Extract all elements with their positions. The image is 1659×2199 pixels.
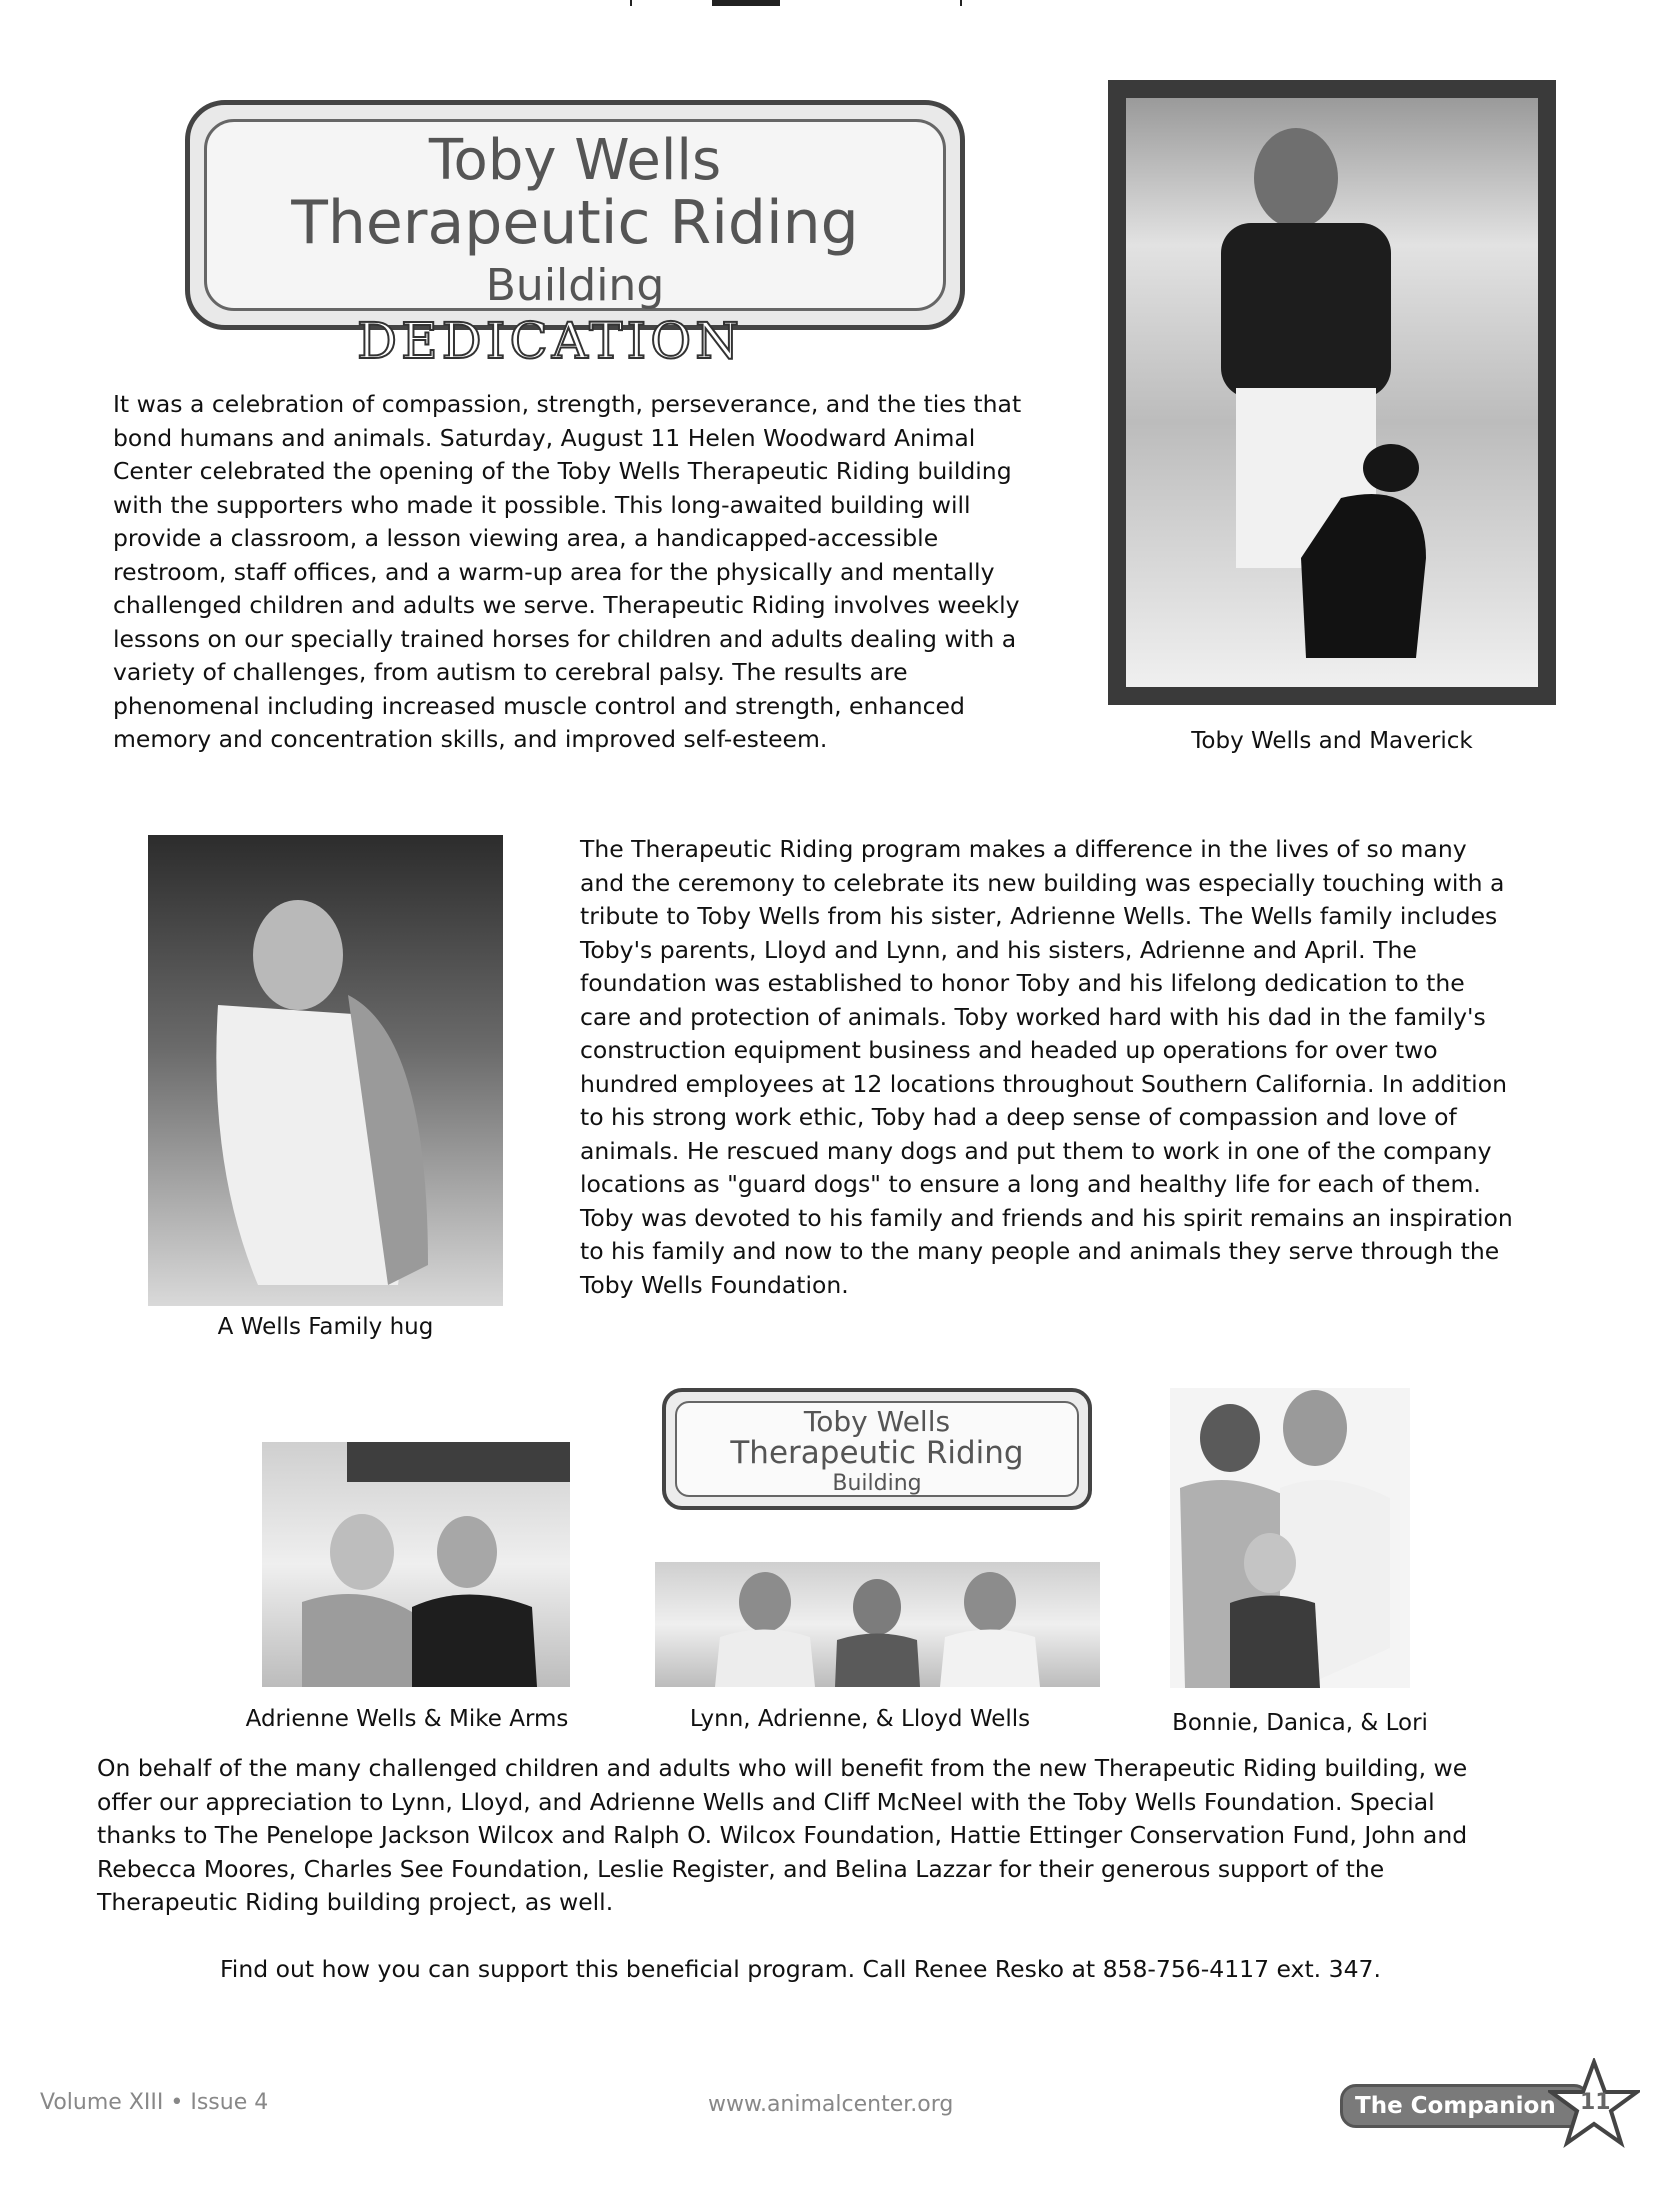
text-line: restroom, staff offices, and a warm-up area for the physically and mentally xyxy=(113,557,995,586)
small-sign-line-1: Toby Wells xyxy=(803,1405,951,1438)
text-line: The Therapeutic Riding program makes a difference in the lives of so many xyxy=(580,835,1467,863)
text-line: construction equipment business and headed up operations for over two xyxy=(580,1036,1438,1064)
intro-paragraph xyxy=(113,388,1073,757)
text-line: thanks to The Penelope Jackson Wilcox and Ralph O. Wilcox Foundation, Hattie Ettinger Conservation Fund, John and xyxy=(97,1821,1468,1849)
footer-website: www.animalcenter.org xyxy=(708,2092,954,2117)
text-line: Toby's parents, Lloyd and Lynn, and his sisters, Adrienne and April. The xyxy=(580,935,1417,964)
text-line: tribute to Toby Wells from his sister, Adrienne Wells. The Wells family includes xyxy=(580,902,1498,930)
text-line: locations as "guard dogs" to ensure a long and healthy life for each of them. xyxy=(580,1170,1481,1198)
text-line: Toby was devoted to his family and friends and his spirit remains an inspiration xyxy=(580,1203,1513,1232)
sign-line-3: Building xyxy=(485,260,665,311)
caption-adrienne-mike: Adrienne Wells & Mike Arms xyxy=(245,1706,569,1732)
page-title: DEDICATION xyxy=(357,312,743,370)
text-line: to his strong work ethic, Toby had a deep sense of compassion and love of xyxy=(580,1103,1457,1131)
text-line: Rebecca Moores, Charles See Foundation, Leslie Register, and Belina Lazzar for their generous support of the xyxy=(97,1854,1385,1883)
sign-line-1: Toby Wells xyxy=(428,128,722,193)
text-line: Therapeutic Riding building project, as well. xyxy=(97,1888,614,1916)
lynn-adrienne-lloyd-figure xyxy=(655,1562,1100,1687)
text-line: hundred employees at 12 locations throughout Southern California. In addition xyxy=(580,1069,1507,1098)
text-line: It was a celebration of compassion, strength, perseverance, and the ties that xyxy=(113,390,1022,418)
header-sign xyxy=(185,100,965,330)
text-line: offer our appreciation to Lynn, Lloyd, and Adrienne Wells and Cliff McNeel with the Toby Wells Foundation. Special xyxy=(97,1787,1435,1816)
bonnie-danica-lori-figure xyxy=(1170,1388,1410,1688)
scan-edge xyxy=(0,0,1659,6)
caption-lynn-adrienne-lloyd: Lynn, Adrienne, & Lloyd Wells xyxy=(689,1706,1031,1732)
text-line: memory and concentration skills, and improved self-esteem. xyxy=(113,725,828,753)
text-line: provide a classroom, a lesson viewing area, a handicapped-accessible xyxy=(113,524,939,552)
page-number: 11 xyxy=(1580,2090,1611,2115)
footer-separator: • xyxy=(170,2090,184,2115)
text-line: to his family and now to the many people and animals they serve through the xyxy=(580,1237,1500,1265)
footer-volume: Volume XIII xyxy=(40,2090,164,2115)
toby-maverick-figure xyxy=(1126,98,1538,687)
text-line: challenged children and adults we serve. Therapeutic Riding involves weekly xyxy=(113,591,1020,619)
text-line: with the supporters who made it possible. This long-awaited building will xyxy=(113,490,971,519)
small-sign xyxy=(662,1388,1092,1510)
caption-toby-maverick: Toby Wells and Maverick xyxy=(1191,728,1473,754)
text-line: animals. He rescued many dogs and put them to work in one of the company xyxy=(580,1136,1492,1165)
photo-toby-maverick xyxy=(1108,80,1556,705)
photo-lynn-adrienne-lloyd xyxy=(655,1562,1100,1687)
text-line: Center celebrated the opening of the Toby Wells Therapeutic Riding building xyxy=(113,457,1012,485)
text-line: lessons on our specially trained horses for children and adults dealing with a xyxy=(113,624,1017,653)
small-sign-line-3: Building xyxy=(832,1471,922,1496)
text-line: On behalf of the many challenged children and adults who will benefit from the new Therapeutic Riding building, we xyxy=(97,1754,1468,1782)
thanks-paragraph xyxy=(97,1752,1617,1920)
caption-bonnie-danica-lori: Bonnie, Danica, & Lori xyxy=(1172,1710,1428,1736)
family-hug-figure xyxy=(148,835,503,1306)
text-line: foundation was established to honor Toby and his lifelong dedication to the xyxy=(580,969,1465,997)
text-line: Toby Wells Foundation. xyxy=(580,1270,849,1299)
footer-volume-issue xyxy=(40,2090,268,2115)
call-to-action: Find out how you can support this beneficial program. Call Renee Resko at 858-756-4117 ext. 347. xyxy=(220,1955,1381,1983)
publication-name: The Companion xyxy=(1355,2093,1556,2119)
text-line: bond humans and animals. Saturday, August 11 Helen Woodward Animal xyxy=(113,423,976,452)
adrienne-mike-figure xyxy=(262,1442,570,1687)
small-sign-line-2: Therapeutic Riding xyxy=(730,1435,1024,1471)
photo-family-hug xyxy=(148,835,503,1306)
caption-family-hug: A Wells Family hug xyxy=(217,1314,434,1340)
text-line: care and protection of animals. Toby worked hard with his dad in the family's xyxy=(580,1002,1486,1031)
text-line: variety of challenges, from autism to cerebral palsy. The results are xyxy=(113,658,908,686)
sign-line-2: Therapeutic Riding xyxy=(291,188,859,258)
photo-adrienne-mike xyxy=(262,1442,570,1687)
program-paragraph xyxy=(580,833,1580,1302)
photo-bonnie-danica-lori xyxy=(1170,1388,1410,1688)
footer-issue: Issue 4 xyxy=(190,2090,269,2115)
text-line: phenomenal including increased muscle control and strength, enhanced xyxy=(113,691,965,720)
text-line: and the ceremony to celebrate its new building was especially touching with a xyxy=(580,868,1505,897)
